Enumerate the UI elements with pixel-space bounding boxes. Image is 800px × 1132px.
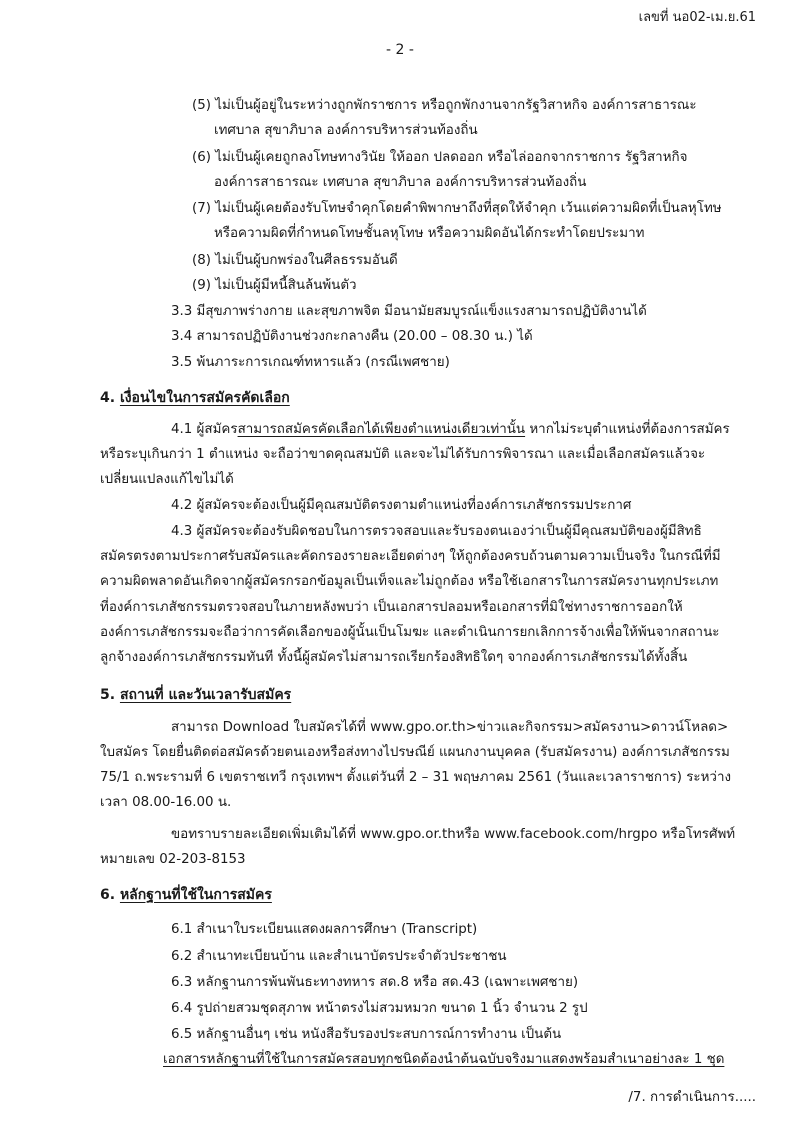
section-4-3-line-1: 4.3 ผู้สมัครจะต้องรับผิดชอบในการตรวจสอบและรับรองตนเองว่าเป็นผู้มีคุณสมบัติของผู้มีสิทธิ	[171, 524, 702, 539]
item-8: (8) ไม่เป็นผู้บกพร่องในศีลธรรมอันดี	[192, 253, 398, 268]
item-3-3: 3.3 มีสุขภาพร่างกาย และสุขภาพจิต มีอนามัยสมบูรณ์แข็งแรงสามารถปฏิบัติงานได้	[171, 304, 647, 319]
section-4-1-line-3: เปลี่ยนแปลงแก้ไขไม่ได้	[100, 472, 234, 487]
item-5-line-1: (5) ไม่เป็นผู้อยู่ในระหว่างถูกพักราชการ หรือถูกพักงานจากรัฐวิสาหกิจ องค์การสาธารณะ	[192, 98, 697, 113]
section-4-heading	[100, 388, 290, 408]
item-6-line-2: องค์การสาธารณะ เทศบาล สุขาภิบาล องค์การบริหารส่วนท้องถิ่น	[214, 175, 587, 190]
item-7-line-1: (7) ไม่เป็นผู้เคยต้องรับโทษจำคุกโดยคำพิพากษาถึงที่สุดให้จำคุก เว้นแต่ความผิดที่เป็นลหุโทษ	[192, 201, 722, 216]
section-4-3-line-4: ที่องค์การเภสัชกรรมตรวจสอบในภายหลังพบว่า เป็นเอกสารปลอมหรือเอกสารที่มิใช่ทางราชการออกให้	[100, 600, 683, 615]
section-5-p2-line-2: หมายเลข 02-203-8153	[100, 852, 246, 867]
section-6-number: 6.	[100, 887, 116, 903]
item-5-line-2: เทศบาล สุขาภิบาล องค์การบริหารส่วนท้องถิ่น	[214, 123, 478, 138]
section-4-1-prefix: 4.1 ผู้สมัคร	[171, 422, 238, 437]
page-number: - 2 -	[386, 42, 414, 58]
section-6-heading	[100, 885, 272, 905]
section-4-3-line-6: ลูกจ้างองค์การเภสัชกรรมทันที ทั้งนี้ผู้สมัครไม่สามารถเรียกร้องสิทธิใดๆ จากองค์การเภสัชกรรมได้ทั้งสิ้น	[100, 650, 688, 665]
section-6-item-3: 6.3 หลักฐานการพ้นพันธะทางทหาร สด.8 หรือ สด.43 (เฉพาะเพศชาย)	[171, 975, 579, 990]
section-5-p1-line-4: เวลา 08.00-16.00 น.	[100, 795, 232, 810]
section-5-p1-line-1: สามารถ Download ใบสมัครได้ที่ www.gpo.or.th>ข่าวและกิจกรรม>สมัครงาน>ดาวน์โหลด>	[171, 720, 729, 735]
section-4-3-line-2: สมัครตรงตามประกาศรับสมัครและคัดกรองรายละเอียดต่างๆ ให้ถูกต้องครบถ้วนตามความเป็นจริง ในกรณีที่มี	[100, 549, 721, 564]
item-7-line-2: หรือความผิดที่กำหนดโทษชั้นลหุโทษ หรือความผิดอันได้กระทำโดยประมาท	[214, 226, 645, 241]
section-5-heading	[100, 685, 291, 705]
section-4-1-line-2: หรือระบุเกินกว่า 1 ตำแหน่ง จะถือว่าขาดคุณสมบัติ และจะไม่ได้รับการพิจารณา และเมื่อเลือกสมัครแล้วจะ	[100, 447, 706, 462]
item-9: (9) ไม่เป็นผู้มีหนี้สินล้นพ้นตัว	[192, 278, 357, 293]
section-4-3-line-3: ความผิดพลาดอันเกิดจากผู้สมัครกรอกข้อมูลเป็นเท็จและไม่ถูกต้อง หรือใช้เอกสารในการสมัครงานทุกประเภท	[100, 574, 719, 589]
section-4-title: เงื่อนไขในการสมัครคัดเลือก	[119, 390, 290, 406]
section-4-1-suffix: หากไม่ระบุตำแหน่งที่ต้องการสมัคร	[525, 422, 730, 437]
section-4-1-emphasis: สามารถสมัครคัดเลือกได้เพียงตำแหน่งเดียวเท่านั้น	[237, 422, 526, 437]
section-4-1-line-1	[171, 420, 730, 440]
section-6-item-1: 6.1 สำเนาใบระเบียนแสดงผลการศึกษา (Transcript)	[171, 922, 478, 937]
section-5-p1-line-2: ใบสมัคร โดยยื่นติดต่อสมัครด้วยตนเองหรือส่งทางไปรษณีย์ แผนกงานบุคคล (รับสมัครงาน) องค์การเภสัชกรรม	[100, 745, 730, 760]
section-6-item-5: 6.5 หลักฐานอื่นๆ เช่น หนังสือรับรองประสบการณ์การทำงาน เป็นต้น	[171, 1027, 562, 1042]
document-reference-number: เลขที่ นอ02-เม.ย.61	[638, 10, 756, 25]
section-6-item-4: 6.4 รูปถ่ายสวมชุดสุภาพ หน้าตรงไม่สวมหมวก ขนาด 1 นิ้ว จำนวน 2 รูป	[171, 1001, 588, 1016]
section-6-item-2: 6.2 สำเนาทะเบียนบ้าน และสำเนาบัตรประจำตัวประชาชน	[171, 949, 507, 964]
section-5-title: สถานที่ และวันเวลารับสมัคร	[119, 687, 292, 703]
section-5-number: 5.	[100, 687, 116, 703]
section-6-note: เอกสารหลักฐานที่ใช้ในการสมัครสอบทุกชนิดต้องนำต้นฉบับจริงมาแสดงพร้อมสำเนาอย่างละ 1 ชุด	[163, 1052, 725, 1067]
section-4-2: 4.2 ผู้สมัครจะต้องเป็นผู้มีคุณสมบัติตรงตามตำแหน่งที่องค์การเภสัชกรรมประกาศ	[171, 498, 632, 513]
item-3-5: 3.5 พ้นภาระการเกณฑ์ทหารแล้ว (กรณีเพศชาย)	[171, 355, 450, 370]
section-6-title: หลักฐานที่ใช้ในการสมัคร	[119, 887, 272, 903]
item-3-4: 3.4 สามารถปฏิบัติงานช่วงกะกลางคืน (20.00 – 08.30 น.) ได้	[171, 329, 533, 344]
item-6-line-1: (6) ไม่เป็นผู้เคยถูกลงโทษทางวินัย ให้ออก ปลดออก หรือไล่ออกจากราชการ รัฐวิสาหกิจ	[192, 150, 688, 165]
section-4-number: 4.	[100, 390, 116, 406]
section-5-p1-line-3: 75/1 ถ.พระรามที่ 6 เขตราชเทวี กรุงเทพฯ ตั้งแต่วันที่ 2 – 31 พฤษภาคม 2561 (วันและเวลาราชการ) ระหว่าง	[100, 770, 732, 785]
section-5-p2-line-1: ขอทราบรายละเอียดเพิ่มเติมได้ที่ www.gpo.or.thหรือ www.facebook.com/hrgpo หรือโทรศัพท์	[171, 827, 736, 842]
continuation-marker: /7. การดำเนินการ.....	[628, 1090, 756, 1105]
section-4-3-line-5: องค์การเภสัชกรรมจะถือว่าการคัดเลือกของผู้นั้นเป็นโมฆะ และดำเนินการยกเลิกการจ้างเพื่อให้พ้นจากสถานะ	[100, 625, 720, 640]
